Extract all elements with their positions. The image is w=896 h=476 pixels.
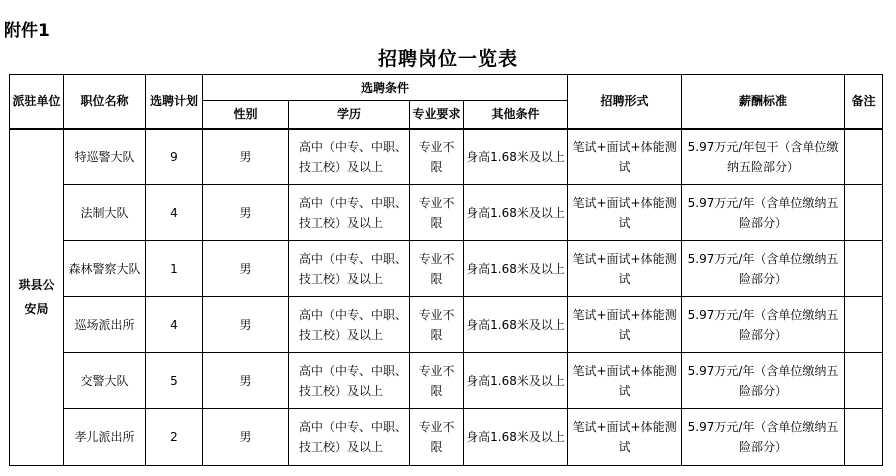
education-cell: 高中（中专、中职、技工校）及以上 xyxy=(289,185,410,241)
method-cell: 笔试+面试+体能测试 xyxy=(568,185,682,241)
page-title: 招聘岗位一览表 xyxy=(377,48,518,70)
method-cell: 笔试+面试+体能测试 xyxy=(568,353,682,409)
remarks-cell xyxy=(845,353,883,409)
count-cell: 9 xyxy=(146,129,203,185)
salary-cell: 5.97万元/年包干（含单位缴纳五险部分） xyxy=(682,129,845,185)
header-count: 选聘计划 xyxy=(146,75,203,129)
header-gender: 性别 xyxy=(203,101,289,129)
table-row xyxy=(10,129,883,185)
position-cell: 孝儿派出所 xyxy=(64,409,146,466)
remarks-cell xyxy=(845,241,883,297)
header-education: 学历 xyxy=(289,101,410,129)
salary-cell: 5.97万元/年（含单位缴纳五险部分） xyxy=(682,185,845,241)
attachment-label: 附件1 xyxy=(4,21,50,41)
salary-cell: 5.97万元/年（含单位缴纳五险部分） xyxy=(682,409,845,466)
method-cell: 笔试+面试+体能测试 xyxy=(568,241,682,297)
other-cell: 身高1.68米及以上 xyxy=(464,353,568,409)
unit-name-cell: 珙县公安局 xyxy=(10,129,64,466)
gender-cell: 男 xyxy=(203,353,289,409)
other-cell: 身高1.68米及以上 xyxy=(464,129,568,185)
education-cell: 高中（中专、中职、技工校）及以上 xyxy=(289,241,410,297)
gender-cell: 男 xyxy=(203,129,289,185)
remarks-cell xyxy=(845,409,883,466)
method-cell: 笔试+面试+体能测试 xyxy=(568,129,682,185)
header-remarks: 备注 xyxy=(845,75,883,129)
gender-cell: 男 xyxy=(203,297,289,353)
table-row xyxy=(10,241,883,297)
header-conditions: 选聘条件 xyxy=(203,75,568,101)
salary-cell: 5.97万元/年（含单位缴纳五险部分） xyxy=(682,353,845,409)
table-row xyxy=(10,185,883,241)
gender-cell: 男 xyxy=(203,185,289,241)
count-cell: 5 xyxy=(146,353,203,409)
major-cell: 专业不限 xyxy=(410,241,464,297)
gender-cell: 男 xyxy=(203,409,289,466)
position-cell: 法制大队 xyxy=(64,185,146,241)
header-unit: 派驻单位 xyxy=(10,75,64,129)
count-cell: 1 xyxy=(146,241,203,297)
remarks-cell xyxy=(845,185,883,241)
position-cell: 交警大队 xyxy=(64,353,146,409)
major-cell: 专业不限 xyxy=(410,185,464,241)
count-cell: 4 xyxy=(146,297,203,353)
header-salary: 薪酬标准 xyxy=(682,75,845,129)
education-cell: 高中（中专、中职、技工校）及以上 xyxy=(289,353,410,409)
major-cell: 专业不限 xyxy=(410,297,464,353)
table-row xyxy=(10,409,883,466)
table-row xyxy=(10,353,883,409)
other-cell: 身高1.68米及以上 xyxy=(464,409,568,466)
position-cell: 特巡警大队 xyxy=(64,129,146,185)
recruitment-table xyxy=(9,74,883,466)
other-cell: 身高1.68米及以上 xyxy=(464,185,568,241)
education-cell: 高中（中专、中职、技工校）及以上 xyxy=(289,297,410,353)
major-cell: 专业不限 xyxy=(410,409,464,466)
header-other: 其他条件 xyxy=(464,101,568,129)
method-cell: 笔试+面试+体能测试 xyxy=(568,409,682,466)
count-cell: 4 xyxy=(146,185,203,241)
salary-cell: 5.97万元/年（含单位缴纳五险部分） xyxy=(682,241,845,297)
major-cell: 专业不限 xyxy=(410,353,464,409)
header-method: 招聘形式 xyxy=(568,75,682,129)
header-major: 专业要求 xyxy=(410,101,464,129)
table-row xyxy=(10,297,883,353)
remarks-cell xyxy=(845,129,883,185)
education-cell: 高中（中专、中职、技工校）及以上 xyxy=(289,129,410,185)
position-cell: 巡场派出所 xyxy=(64,297,146,353)
remarks-cell xyxy=(845,297,883,353)
major-cell: 专业不限 xyxy=(410,129,464,185)
header-position: 职位名称 xyxy=(64,75,146,129)
position-cell: 森林警察大队 xyxy=(64,241,146,297)
other-cell: 身高1.68米及以上 xyxy=(464,297,568,353)
method-cell: 笔试+面试+体能测试 xyxy=(568,297,682,353)
other-cell: 身高1.68米及以上 xyxy=(464,241,568,297)
gender-cell: 男 xyxy=(203,241,289,297)
count-cell: 2 xyxy=(146,409,203,466)
education-cell: 高中（中专、中职、技工校）及以上 xyxy=(289,409,410,466)
salary-cell: 5.97万元/年（含单位缴纳五险部分） xyxy=(682,297,845,353)
